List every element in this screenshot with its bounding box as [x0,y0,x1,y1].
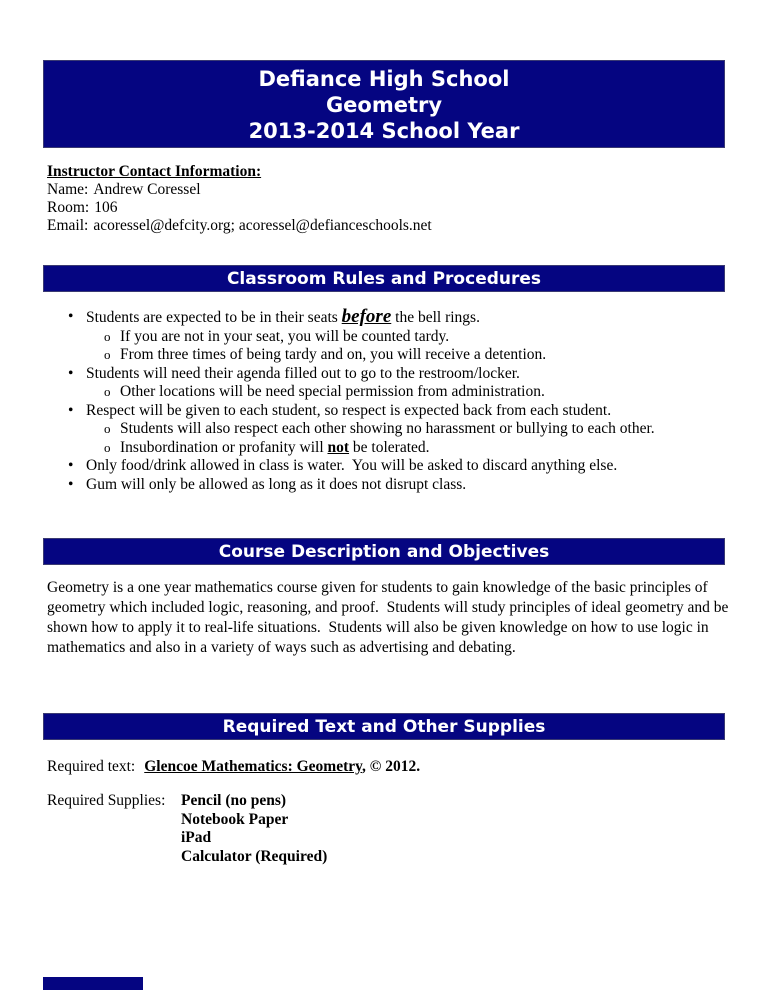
rule-item [0,308,728,328]
course-description: Geometry is a one year mathematics course given for students to gain knowledge of the basic principles of geometry which included logic, reasoning, and proof. Students will study principles of ideal geometry and be shown how to apply it to real-life situations. Students will also be given knowledge on how to use logic in mathematics and also in a variety of ways such as advertising and debating. [47,579,733,656]
school-year: 2013-2014 School Year [248,119,520,143]
name-label: Name: [47,181,89,198]
partial-next-section-banner [43,977,143,990]
rule-subitem [0,439,728,458]
rule-subitem: o Other locations will be need special permission from administration. [0,383,728,402]
instructor-room-row [47,199,432,217]
rule-text: the bell rings. [391,309,480,326]
rule-text: be tolerated. [349,438,430,456]
required-text-line [47,758,420,776]
rule-emphasis-before: before [341,306,392,327]
rule-item: • Respect will be given to each student, so respect is expected back from each student. [0,402,728,421]
required-supplies-label: Required Supplies: [47,792,166,809]
school-name: Defiance High School [258,67,510,91]
rule-subitem: o From three times of being tardy and on, you will receive a detention. [0,346,728,365]
room-value: 106 [94,199,118,216]
required-text-label: Required text: [47,758,136,775]
rule-item: • Students will need their agenda filled out to go to the restroom/locker. [0,365,728,384]
header-banner [43,60,725,148]
rule-subitem: o Students will also respect each other showing no harassment or bullying to each other. [0,420,728,439]
supply-item: iPad [181,829,212,846]
rule-text: Students are expected to be in their seats [86,309,342,326]
required-book-copyright: , © 2012. [362,758,421,775]
rules-section-banner: Classroom Rules and Procedures [43,265,725,292]
email-value: acoressel@defcity.org; acoressel@defianceschools.net [93,217,432,234]
instructor-contact-block [47,163,432,235]
rule-subitem: o If you are not in your seat, you will be counted tardy. [0,328,728,347]
required-book-title: Glencoe Mathematics: Geometry [144,758,363,775]
instructor-name-row [47,181,432,199]
instructor-contact-heading: Instructor Contact Information: [47,163,262,180]
room-label: Room: [47,199,90,216]
course-section-banner: Course Description and Objectives [43,538,725,565]
supply-item: Notebook Paper [181,810,289,828]
name-value: Andrew Coressel [93,181,201,198]
rule-item: • Gum will only be allowed as long as it does not disrupt class. [0,476,728,495]
rule-emphasis-not: not [327,438,350,456]
supplies-section-banner: Required Text and Other Supplies [43,713,725,740]
rule-item: • Only food/drink allowed in class is water. You will be asked to discard anything else. [0,457,728,476]
classroom-rules-list [0,308,728,494]
required-supplies-list [181,792,327,866]
email-label: Email: [47,217,89,234]
instructor-email-row [47,217,432,235]
course-title: Geometry [325,93,443,117]
supply-item: Calculator (Required) [181,847,328,865]
supply-item: Pencil (no pens) [181,792,287,809]
rule-text: Insubordination or profanity will [120,438,328,456]
